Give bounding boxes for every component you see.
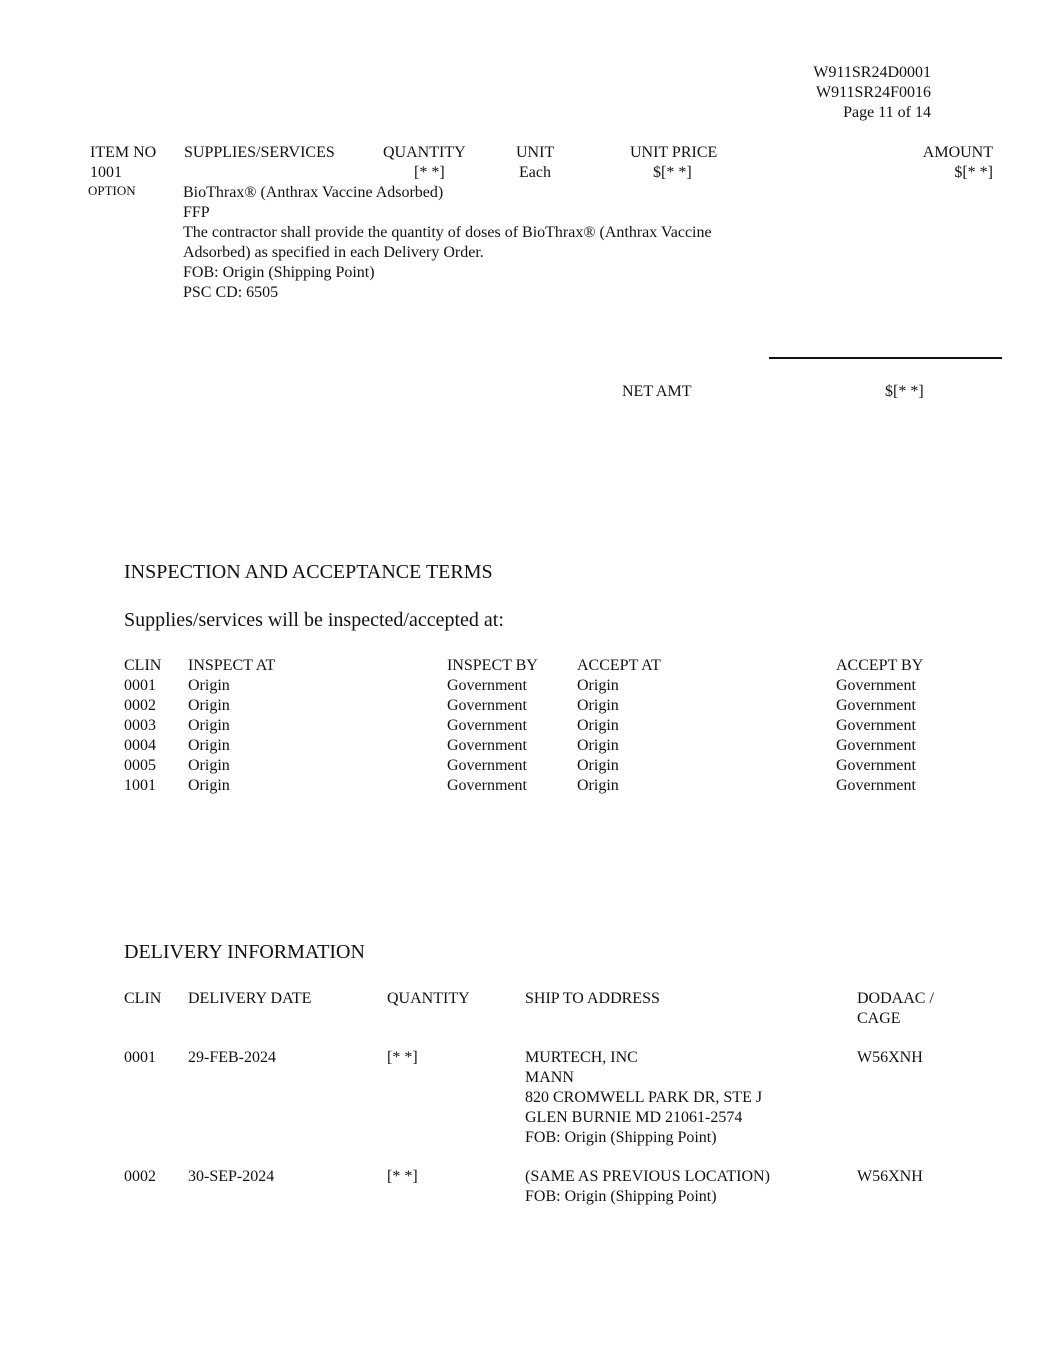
- inspection-accept-at: Origin: [577, 677, 619, 694]
- inspection-subtitle: Supplies/services will be inspected/accepted at:: [124, 609, 504, 631]
- inspection-accept-by: Government: [836, 697, 916, 714]
- item-unit-price: $[* *]: [653, 164, 692, 181]
- col-amount: AMOUNT: [922, 144, 993, 161]
- col-unit-price: UNIT PRICE: [630, 144, 718, 161]
- inspection-accept-by: Government: [836, 757, 916, 774]
- inspection-inspect-by: Government: [447, 717, 527, 734]
- item-quantity: [* *]: [414, 164, 445, 181]
- item-description-line: FFP: [183, 204, 210, 221]
- item-description-line: PSC CD: 6505: [183, 284, 279, 301]
- inspection-section-title: INSPECTION AND ACCEPTANCE TERMS: [124, 561, 493, 583]
- delivery-col-dodaac: DODAAC /: [857, 990, 934, 1007]
- inspection-inspect-by: Government: [447, 697, 527, 714]
- delivery-address-line: GLEN BURNIE MD 21061-2574: [525, 1109, 743, 1126]
- inspection-accept-by: Government: [836, 777, 916, 794]
- delivery-col-date: DELIVERY DATE: [188, 990, 312, 1007]
- delivery-address-line: 820 CROMWELL PARK DR, STE J: [525, 1089, 763, 1106]
- inspection-inspect-at: Origin: [188, 697, 230, 714]
- inspection-clin: 0001: [124, 677, 156, 694]
- page-number: Page 11 of 14: [843, 104, 931, 121]
- delivery-quantity: [* *]: [387, 1168, 418, 1185]
- delivery-dodaac: W56XNH: [857, 1168, 923, 1185]
- net-amount-value: $[* *]: [885, 383, 924, 400]
- item-number: 1001: [90, 164, 122, 181]
- inspection-col-clin: CLIN: [124, 657, 162, 674]
- amount-total-rule: [769, 357, 1002, 359]
- inspection-inspect-by: Government: [447, 737, 527, 754]
- inspection-inspect-by: Government: [447, 757, 527, 774]
- inspection-col-accept-at: ACCEPT AT: [577, 657, 661, 674]
- order-number: W911SR24F0016: [816, 84, 931, 101]
- item-option-label: OPTION: [88, 183, 136, 198]
- item-description-line: The contractor shall provide the quantity of doses of BioThrax® (Anthrax Vaccine: [183, 224, 712, 241]
- item-unit: Each: [519, 164, 551, 181]
- inspection-inspect-by: Government: [447, 677, 527, 694]
- delivery-date: 30-SEP-2024: [188, 1168, 275, 1185]
- contract-number: W911SR24D0001: [813, 64, 931, 81]
- inspection-inspect-at: Origin: [188, 757, 230, 774]
- delivery-date: 29-FEB-2024: [188, 1049, 276, 1066]
- inspection-accept-by: Government: [836, 737, 916, 754]
- inspection-inspect-at: Origin: [188, 717, 230, 734]
- inspection-clin: 0005: [124, 757, 156, 774]
- col-supplies-services: SUPPLIES/SERVICES: [184, 144, 335, 161]
- inspection-inspect-at: Origin: [188, 677, 230, 694]
- inspection-clin: 0002: [124, 697, 156, 714]
- delivery-section-title: DELIVERY INFORMATION: [124, 941, 365, 963]
- item-amount: $[* *]: [954, 164, 993, 181]
- delivery-quantity: [* *]: [387, 1049, 418, 1066]
- delivery-col-quantity: QUANTITY: [387, 990, 470, 1007]
- col-quantity: QUANTITY: [383, 144, 466, 161]
- delivery-clin: 0001: [124, 1049, 156, 1066]
- net-amount-label: NET AMT: [622, 383, 692, 400]
- inspection-accept-at: Origin: [577, 737, 619, 754]
- inspection-accept-at: Origin: [577, 757, 619, 774]
- inspection-accept-at: Origin: [577, 697, 619, 714]
- inspection-inspect-by: Government: [447, 777, 527, 794]
- inspection-accept-by: Government: [836, 717, 916, 734]
- inspection-col-inspect-at: INSPECT AT: [188, 657, 276, 674]
- delivery-address-line: FOB: Origin (Shipping Point): [525, 1129, 717, 1146]
- col-item-no: ITEM NO: [90, 144, 157, 161]
- delivery-clin: 0002: [124, 1168, 156, 1185]
- inspection-clin: 1001: [124, 777, 156, 794]
- delivery-address-line: MANN: [525, 1069, 574, 1086]
- delivery-address-line: FOB: Origin (Shipping Point): [525, 1188, 717, 1205]
- delivery-address-line: MURTECH, INC: [525, 1049, 638, 1066]
- item-description-line: FOB: Origin (Shipping Point): [183, 264, 375, 281]
- delivery-address-line: (SAME AS PREVIOUS LOCATION): [525, 1168, 770, 1185]
- inspection-clin: 0003: [124, 717, 156, 734]
- inspection-accept-at: Origin: [577, 777, 619, 794]
- item-description-line: BioThrax® (Anthrax Vaccine Adsorbed): [183, 184, 444, 201]
- inspection-col-accept-by: ACCEPT BY: [836, 657, 924, 674]
- delivery-col-clin: CLIN: [124, 990, 162, 1007]
- inspection-accept-by: Government: [836, 677, 916, 694]
- delivery-col-cage: CAGE: [857, 1010, 901, 1027]
- inspection-clin: 0004: [124, 737, 156, 754]
- inspection-inspect-at: Origin: [188, 737, 230, 754]
- inspection-col-inspect-by: INSPECT BY: [447, 657, 538, 674]
- item-description-line: Adsorbed) as specified in each Delivery Order.: [183, 244, 484, 261]
- inspection-inspect-at: Origin: [188, 777, 230, 794]
- inspection-accept-at: Origin: [577, 717, 619, 734]
- col-unit: UNIT: [516, 144, 555, 161]
- delivery-dodaac: W56XNH: [857, 1049, 923, 1066]
- delivery-col-ship-to: SHIP TO ADDRESS: [525, 990, 660, 1007]
